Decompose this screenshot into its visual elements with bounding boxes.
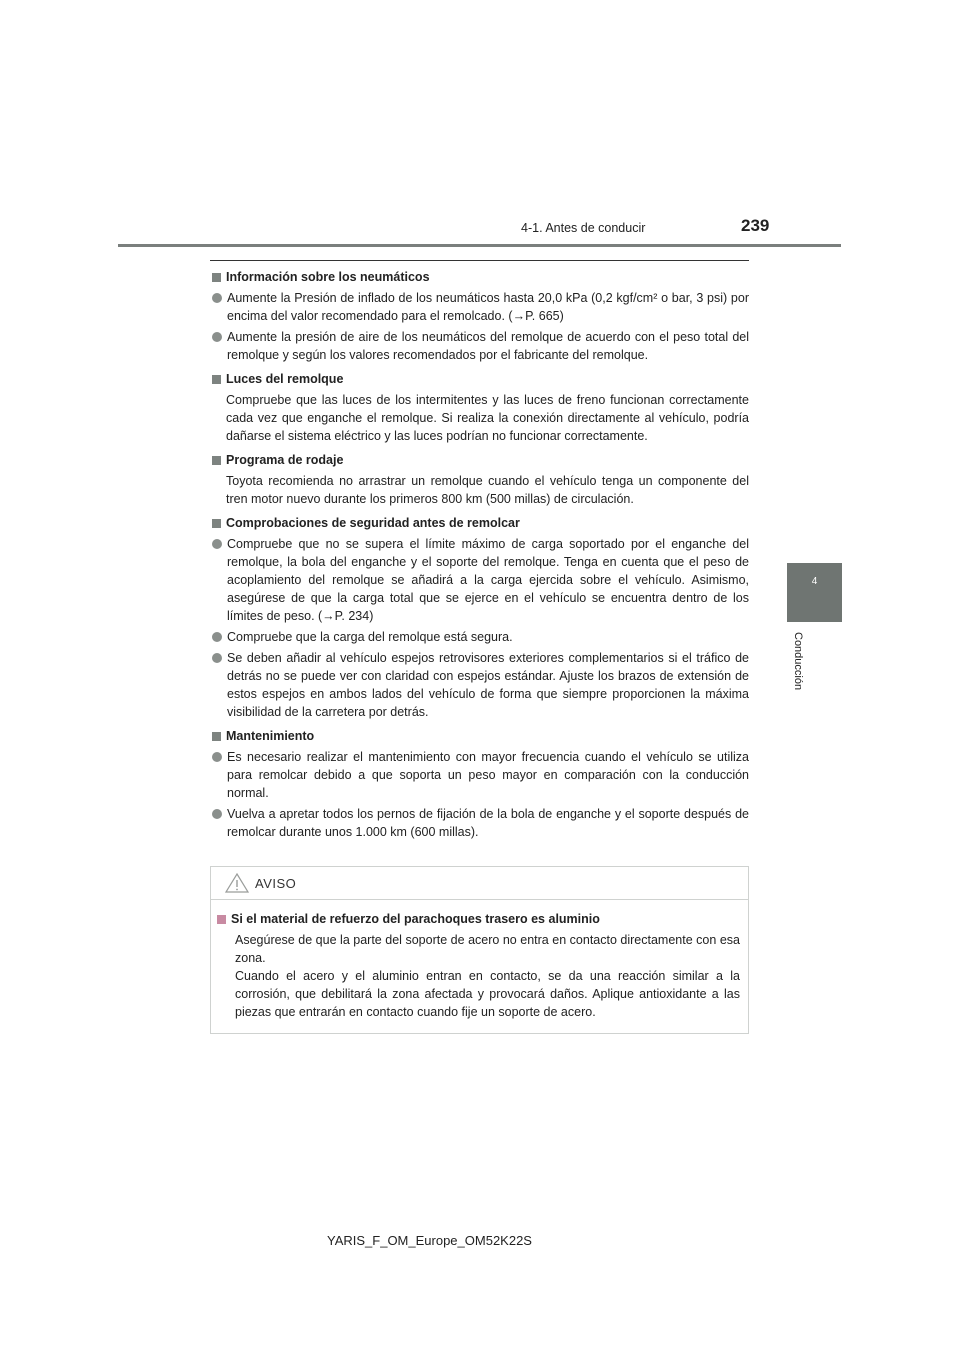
square-bullet-icon <box>212 375 221 384</box>
chapter-tab <box>787 563 842 622</box>
section-trailer-lights <box>212 370 749 445</box>
circle-bullet-icon <box>212 332 222 342</box>
section-tire-info <box>212 268 749 364</box>
circle-bullet-icon <box>212 653 222 663</box>
list-item-text: Se deben añadir al vehículo espejos retrovisores exteriores complementarios si el tráfico de detrás no se puede ver con claridad con espejos estándar. Ajuste los brazos de extensión de estos espejos en ambos lados del vehículo de forma que siempre proporcionen la máxima visibilidad de la carretera por detrás. <box>227 651 749 719</box>
section-paragraph: Compruebe que las luces de los intermitentes y las luces de freno funcionan correctamente cada vez que enganche el remolque. Si realiza la conexión directamente al vehículo, podría dañarse el sistema eléctrico y las luces podrían no funcionar correctamente. <box>226 393 749 443</box>
section-maintenance <box>212 727 749 841</box>
section-break-in <box>212 451 749 508</box>
section-title: Mantenimiento <box>226 729 315 743</box>
warning-title: AVISO <box>255 875 297 891</box>
list-item <box>212 328 749 364</box>
list-item-text: Es necesario realizar el mantenimiento con mayor frecuencia cuando el vehículo se utiliza para remolcar debido a que soporta un peso mayor en comparación con la conducción normal. <box>227 750 749 800</box>
section-title: Luces del remolque <box>226 372 344 386</box>
list-item <box>212 649 749 721</box>
main-content <box>212 268 749 847</box>
warning-box <box>210 866 749 1034</box>
list-item-text: Aumente la Presión de inflado de los neumáticos hasta 20,0 kPa (0,2 kgf/cm² o bar, 3 psi) por encima del valor recomendado para el remolcado. (→P. 665) <box>227 291 749 323</box>
warning-header <box>211 867 748 900</box>
section-header: 4-1. Antes de conducir <box>521 221 646 235</box>
square-bullet-icon <box>212 519 221 528</box>
document-footer: YARIS_F_OM_Europe_OM52K22S <box>327 1233 532 1248</box>
section-title: Información sobre los neumáticos <box>226 270 430 284</box>
list-item <box>212 805 749 841</box>
list-item <box>212 628 749 646</box>
section-safety-checks <box>212 514 749 721</box>
page-number: 239 <box>741 216 770 235</box>
warning-triangle-icon <box>225 873 249 893</box>
square-bullet-icon <box>212 273 221 282</box>
list-item-text: Vuelva a apretar todos los pernos de fijación de la bola de enganche y el soporte después de remolcar durante unos 1.000 km (600 millas). <box>227 807 749 839</box>
list-item <box>212 535 749 625</box>
square-bullet-icon <box>212 732 221 741</box>
warning-heading: Si el material de refuerzo del parachoques trasero es aluminio <box>231 912 600 926</box>
chapter-tab-number: 4 <box>811 576 818 587</box>
circle-bullet-icon <box>212 539 222 549</box>
section-title: Programa de rodaje <box>226 453 344 467</box>
warning-body <box>211 900 748 1021</box>
square-bullet-icon <box>217 915 226 924</box>
list-item <box>212 289 749 325</box>
content-top-rule <box>210 260 749 261</box>
warning-paragraph: Cuando el acero y el aluminio entran en contacto, se da una reacción similar a la corrosión, que debilitará la zona afectada y provocará daños. Aplique antioxidante a las piezas que entrarán en contacto cuando fije un soporte de acero. <box>235 969 740 1019</box>
list-item-text: Compruebe que la carga del remolque está segura. <box>227 630 513 644</box>
list-item <box>212 748 749 802</box>
circle-bullet-icon <box>212 752 222 762</box>
header-rule <box>118 244 841 247</box>
section-title: Comprobaciones de seguridad antes de remolcar <box>226 516 520 530</box>
circle-bullet-icon <box>212 809 222 819</box>
circle-bullet-icon <box>212 293 222 303</box>
warning-paragraph: Asegúrese de que la parte del soporte de acero no entra en contacto directamente con esa zona. <box>235 933 740 965</box>
chapter-tab-label: Conducción <box>792 632 804 691</box>
list-item-text: Aumente la presión de aire de los neumáticos del remolque de acuerdo con el peso total del remolque y según los valores recomendados por el fabricante del remolque. <box>227 330 749 362</box>
circle-bullet-icon <box>212 632 222 642</box>
list-item-text: Compruebe que no se supera el límite máximo de carga soportado por el enganche del remolque, la bola del enganche y el soporte del remolque. Tenga en cuenta que el peso de acoplamiento del remolque se añadirá a la carga ejercida sobre el vehículo. Asimismo, asegúrese de que la carga total que se ejerce en el vehículo se encuentra dentro de los límites de peso. (→P. 234) <box>227 537 749 623</box>
section-paragraph: Toyota recomienda no arrastrar un remolque cuando el vehículo tenga un componente del tren motor nuevo durante los primeros 800 km (500 millas) de circulación. <box>226 474 749 506</box>
square-bullet-icon <box>212 456 221 465</box>
